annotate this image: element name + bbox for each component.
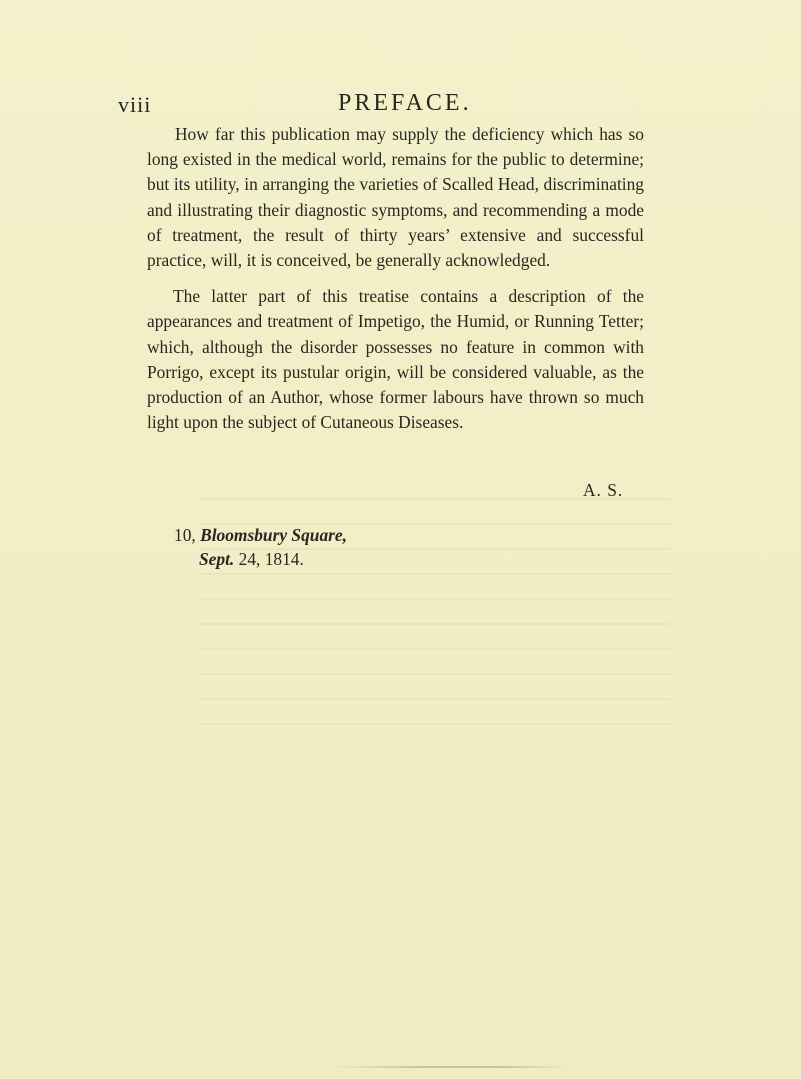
- month: Sept.: [199, 549, 235, 569]
- house-number: 10,: [174, 525, 196, 545]
- page-header: [118, 90, 638, 120]
- author-initials: A. S.: [583, 480, 624, 500]
- paragraph: The latter part of this treatise contains a description of the appearances and treatment of Impetigo, the Humid, or Running Tetter; which, although the disorder possesses no feature in common with Porrigo, except its pustular origin, will be considered valuable, as the production of an Author, whose former labours have thrown so much light upon the subject of Cutaneous Diseases.: [147, 286, 644, 433]
- page-number: viii: [118, 92, 152, 117]
- dateline: [174, 523, 347, 571]
- street-name: Bloomsbury Square,: [200, 525, 347, 545]
- address-line: [174, 523, 347, 547]
- page-edge-mark: [330, 1066, 570, 1068]
- show-through-text: [200, 480, 670, 730]
- paragraph: How far this publication may supply the deficiency which has so long existed in the medical world, remains for the public to determine; but its utility, in arranging the varieties of Scalled Head, discriminating and illustrating their diagnostic symptoms, and recommending a mode of treatment, the result of thirty years’ extensive and successful practice, will, it is conceived, be generally acknowledged.: [147, 124, 644, 271]
- date-line: [174, 547, 347, 571]
- running-title: PREFACE.: [338, 90, 472, 116]
- preface-body: [147, 122, 644, 435]
- date-value: 24, 1814.: [238, 549, 304, 569]
